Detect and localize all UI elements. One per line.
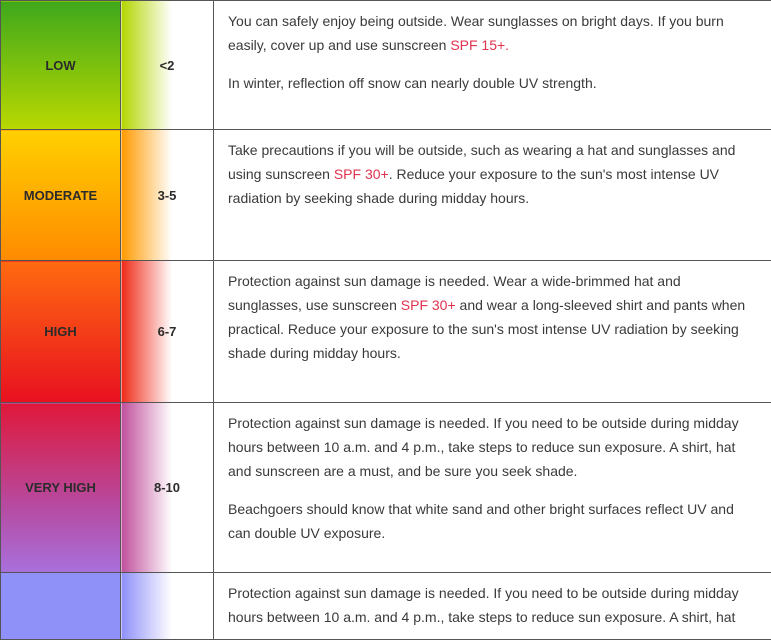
spf-link[interactable]: SPF 30+ xyxy=(334,166,389,182)
description-text: Protection against sun damage is needed. If you need to be outside during midday hours between 10 a.m. and 4 p.m., take steps to reduce sun exposure. A shirt, hat xyxy=(228,585,739,625)
uv-level-cell: LOW xyxy=(1,1,121,130)
description-paragraph xyxy=(228,581,757,629)
description-text: You can safely enjoy being outside. Wear sunglasses on bright days. If you burn easily, cover up and use sunscreen xyxy=(228,13,724,53)
uv-row-moderate xyxy=(1,130,771,261)
description-text: Take precautions if you will be outside, such as wearing a hat and sunglasses and using sunscreen xyxy=(228,142,735,182)
uv-row-very-high xyxy=(1,403,771,573)
spf-link[interactable]: SPF 15+. xyxy=(450,37,509,53)
uv-description-cell xyxy=(214,573,771,640)
uv-description-cell xyxy=(214,130,771,261)
uv-index-cell: 3-5 xyxy=(121,130,214,261)
description-paragraph xyxy=(228,497,757,545)
uv-index-cell: 6-7 xyxy=(121,261,214,403)
uv-description-cell xyxy=(214,1,771,130)
uv-row-high xyxy=(1,261,771,403)
uv-level-cell xyxy=(1,573,121,640)
description-paragraph xyxy=(228,71,757,95)
uv-row-low xyxy=(1,1,771,130)
uv-description-cell xyxy=(214,403,771,573)
uv-level-cell: MODERATE xyxy=(1,130,121,261)
uv-level-cell: VERY HIGH xyxy=(1,403,121,573)
description-paragraph xyxy=(228,9,757,57)
description-text: Protection against sun damage is needed. Wear a wide-brimmed hat and sunglasses, use sunscreen xyxy=(228,273,681,313)
description-text: Beachgoers should know that white sand and other bright surfaces reflect UV and can double UV exposure. xyxy=(228,501,734,541)
uv-index-cell: <2 xyxy=(121,1,214,130)
uv-index-cell: 8-10 xyxy=(121,403,214,573)
description-text: In winter, reflection off snow can nearly double UV strength. xyxy=(228,75,597,91)
description-paragraph xyxy=(228,269,757,365)
description-text: Protection against sun damage is needed. If you need to be outside during midday hours between 10 a.m. and 4 p.m., take steps to reduce sun exposure. A shirt, hat and sunscreen are a must, and be sure you seek shade. xyxy=(228,415,739,479)
uv-level-cell: HIGH xyxy=(1,261,121,403)
spf-link[interactable]: SPF 30+ xyxy=(401,297,456,313)
uv-index-cell xyxy=(121,573,214,640)
description-text: . Reduce your exposure to the sun's most intense UV radiation by seeking shade during midday hours. xyxy=(228,166,719,206)
uv-row-extreme xyxy=(1,573,771,640)
description-text: and wear a long-sleeved shirt and pants when practical. Reduce your exposure to the sun's most intense UV radiation by seeking shade during midday hours. xyxy=(228,297,745,361)
description-paragraph xyxy=(228,138,757,210)
uv-description-cell xyxy=(214,261,771,403)
description-paragraph xyxy=(228,411,757,483)
